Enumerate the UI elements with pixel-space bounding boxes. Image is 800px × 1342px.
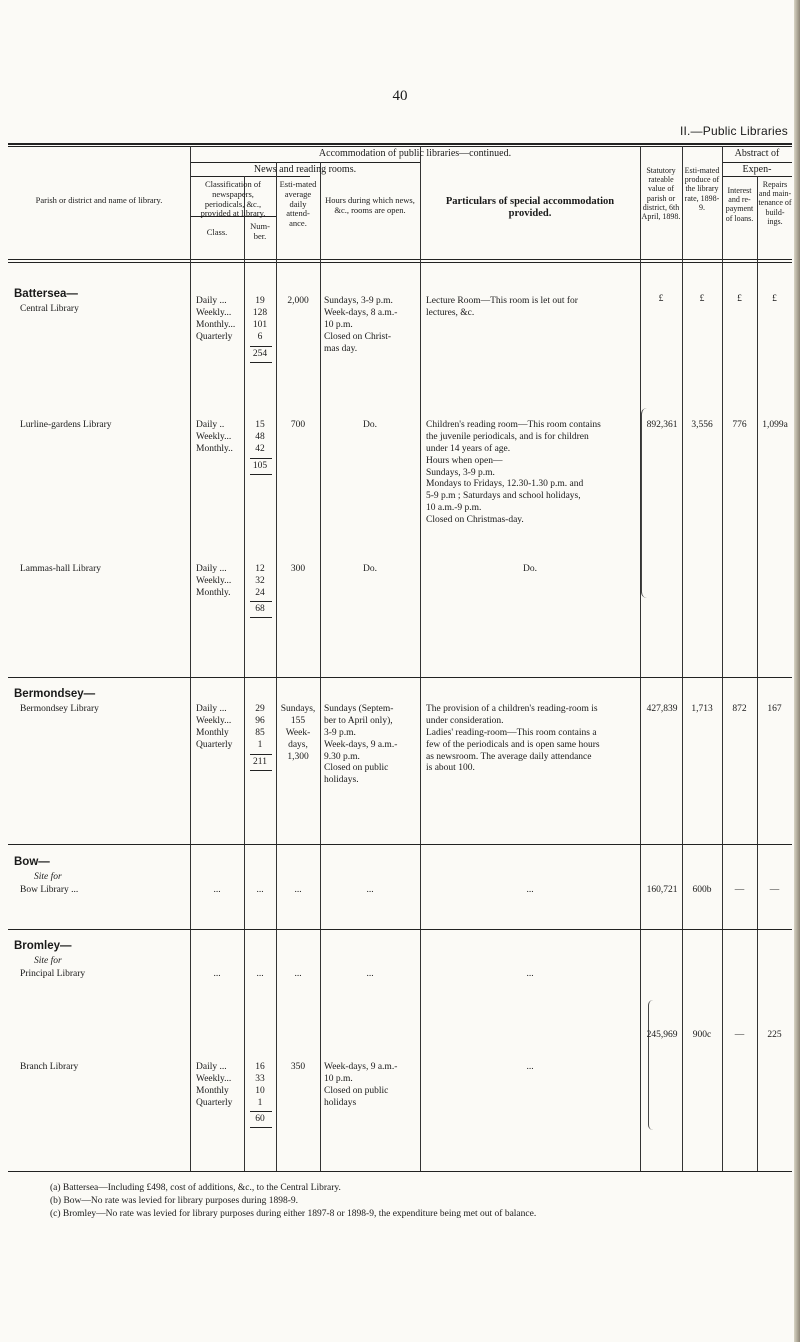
battersea-produce: 3,556	[691, 420, 713, 430]
bow-heading: Bow—	[14, 856, 50, 868]
lammas-library-name: Lammas-hall Library	[20, 564, 101, 574]
bromley-repairs: 225	[767, 1030, 782, 1040]
lammas-classes: Daily ... Weekly... Monthly.	[196, 564, 232, 598]
lurline-total: 105	[252, 461, 268, 471]
header-bottom-rule-2	[8, 262, 792, 263]
page-number: 40	[392, 88, 408, 104]
bromley-principal-name: Principal Library	[20, 969, 86, 979]
lurline-library-name: Lurline-gardens Library	[20, 420, 112, 430]
lammas-hours: Do.	[363, 564, 377, 574]
rule	[250, 458, 272, 459]
table-top-rule-2	[8, 146, 792, 147]
bermondsey-interest: 872	[732, 704, 747, 714]
battersea-interest: 776	[732, 420, 747, 430]
header-interest: Interest and re-payment of loans.	[725, 186, 754, 223]
bromley-numbers: 16 33 10 1	[255, 1062, 265, 1108]
footnote-a: (a) Battersea—Including £498, cost of additions, &c., to the Central Library.	[50, 1183, 341, 1193]
header-class: Class.	[206, 227, 228, 237]
footnote-c: (c) Bromley—No rate was levied for library purposes during either 1897-8 or 1898-9, the expenditure being met out of balance.	[50, 1209, 537, 1219]
bow-produce: 600b	[692, 885, 712, 895]
bermondsey-classes: Daily ... Weekly... Monthly Quarterly	[196, 704, 233, 750]
rule	[250, 346, 272, 347]
col-line	[190, 146, 191, 1171]
section-title: II.—Public Libraries	[679, 124, 788, 138]
page-edge	[794, 0, 800, 1342]
col-line	[640, 146, 641, 1171]
lurline-classes: Daily .. Weekly... Monthly..	[196, 420, 233, 454]
header-rateable: Statutory rateable value of parish or district, 6th April, 1898.	[641, 166, 681, 221]
rule	[250, 617, 272, 618]
header-particulars: Particulars of special accommodation provided.	[445, 196, 615, 220]
bermondsey-total: 211	[253, 757, 267, 767]
battersea-heading: Battersea—	[14, 288, 78, 300]
rule	[250, 1127, 272, 1128]
bromley-hours: Week-days, 9 a.m.- 10 p.m. Closed on public holidays	[324, 1062, 398, 1108]
header-number: Num-ber.	[250, 221, 270, 241]
rule	[722, 162, 792, 163]
lurline-hours: Do.	[363, 420, 377, 430]
rule	[190, 162, 420, 163]
bromley-branch-name: Branch Library	[20, 1062, 79, 1072]
bermondsey-numbers: 29 96 85 1	[255, 704, 265, 750]
col-line	[244, 176, 245, 1171]
rule	[250, 362, 272, 363]
bromley-classes: Daily ... Weekly... Monthly Quarterly	[196, 1062, 233, 1108]
bromley-dots: ...	[366, 969, 374, 979]
central-numbers: 19 128 101 6	[252, 296, 268, 342]
rule	[250, 601, 272, 602]
lurline-attendance: 700	[290, 420, 306, 430]
header-repairs: Repairs and main-tenance of build-ings.	[758, 180, 792, 226]
pound-sign: £	[658, 294, 664, 304]
central-particulars: Lecture Room—This room is let out for lectures, &c.	[426, 296, 578, 318]
bromley-dots: ...	[256, 969, 264, 979]
bow-library-name: Bow Library ...	[20, 885, 79, 895]
bow-rateable: 160,721	[646, 885, 678, 895]
central-classes: Daily ... Weekly... Monthly... Quarterly	[196, 296, 236, 342]
bow-number-dots: ...	[256, 885, 264, 895]
section-rule	[8, 677, 792, 678]
header-top-title: Accommodation of public libraries—continued.	[318, 148, 512, 159]
bow-class-dots: ...	[213, 885, 221, 895]
bermondsey-particulars: The provision of a children's reading-room is under consideration. Ladies' reading-room—This room contains a few of the periodicals and is open same hours as newsroom. The average daily attendance is about 100.	[426, 704, 600, 774]
bromley-dots: ...	[294, 969, 302, 979]
bromley-attendance: 350	[290, 1062, 306, 1072]
bow-particulars-dots: ...	[526, 885, 534, 895]
pound-sign: £	[772, 294, 777, 304]
table-top-rule	[8, 143, 792, 145]
bermondsey-hours: Sundays (Septem- ber to April only), 3-9 p.m. Week-days, 9 a.m.- 9.30 p.m. Closed on public holidays.	[324, 704, 398, 786]
bow-interest: —	[734, 885, 745, 895]
header-attendance: Esti-mated average daily attend-ance.	[279, 179, 317, 229]
footnote-b: (b) Bow—No rate was levied for library purposes during 1898-9.	[50, 1196, 298, 1206]
bromley-site: Site for	[34, 956, 62, 966]
rule	[250, 754, 272, 755]
rule	[250, 474, 272, 475]
lurline-particulars: Children's reading room—This room contains the juvenile periodicals, and is for children under 14 years of age. Hours when open— Sundays, 3-9 p.m. Mondays to Fridays, 12.30-1.30 p.m. and 5-9 p.m ; Saturdays and school holidays, 10 a.m.-9 p.m. Closed on Christmas-day.	[426, 420, 601, 525]
bermondsey-library-name: Bermondsey Library	[20, 704, 99, 714]
bromley-heading: Bromley—	[14, 940, 72, 952]
rule	[190, 176, 310, 177]
bermondsey-heading: Bermondsey—	[14, 688, 96, 700]
header-parish: Parish or district and name of library.	[35, 195, 163, 205]
col-line	[320, 162, 321, 1171]
header-expenditure: Expen-	[742, 164, 772, 175]
bromley-interest: —	[734, 1030, 745, 1040]
header-abstract: Abstract of	[734, 148, 780, 159]
lammas-attendance: 300	[290, 564, 306, 574]
header-hours: Hours during which news, &c., rooms are open.	[325, 195, 415, 215]
section-rule	[8, 844, 792, 845]
bromley-dots: ...	[526, 969, 534, 979]
header-news-rooms: News and reading rooms.	[253, 164, 357, 175]
lurline-numbers: 15 48 42	[255, 420, 265, 454]
lammas-particulars: Do.	[523, 564, 537, 574]
bromley-rateable: 245,969	[646, 1030, 678, 1040]
pound-sign: £	[737, 294, 742, 304]
bermondsey-repairs: 167	[767, 704, 782, 714]
table-bottom-rule	[8, 1171, 792, 1172]
rule	[250, 770, 272, 771]
brace	[648, 1000, 654, 1130]
header-produce: Esti-mated produce of the library rate, 1898-9.	[684, 166, 720, 212]
col-line	[757, 176, 758, 1171]
col-line	[682, 146, 683, 1171]
bromley-dots: ...	[213, 969, 221, 979]
section-rule	[8, 929, 792, 930]
header-bottom-rule	[8, 259, 792, 260]
bermondsey-attendance: Sundays, 155 Week- days, 1,300	[280, 704, 316, 762]
bromley-total: 60	[255, 1114, 265, 1124]
brace	[641, 408, 648, 598]
central-hours: Sundays, 3-9 p.m. Week-days, 8 a.m.- 10 p.m. Closed on Christ- mas day.	[324, 296, 398, 354]
lammas-total: 68	[255, 604, 265, 614]
bromley-branch-particulars-dots: ...	[526, 1062, 534, 1072]
col-line	[420, 146, 421, 1171]
central-total: 254	[252, 349, 268, 359]
battersea-repairs: 1,099a	[762, 420, 788, 430]
bow-hours-dots: ...	[366, 885, 374, 895]
col-line	[276, 162, 277, 1171]
bow-site: Site for	[34, 872, 62, 882]
central-attendance: 2,000	[287, 296, 309, 306]
pound-sign: £	[699, 294, 705, 304]
bromley-produce: 900c	[692, 1030, 712, 1040]
header-classification: Classification of newspapers, periodicals, &c., provided at library.	[200, 179, 266, 219]
central-library-name: Central Library	[20, 304, 79, 314]
bermondsey-produce: 1,713	[691, 704, 713, 714]
battersea-rateable: 892,361	[646, 420, 678, 430]
bow-repairs: —	[769, 885, 780, 895]
bermondsey-rateable: 427,839	[646, 704, 678, 714]
bow-attendance-dots: ...	[294, 885, 302, 895]
lammas-numbers: 12 32 24	[255, 564, 265, 598]
rule	[250, 1111, 272, 1112]
